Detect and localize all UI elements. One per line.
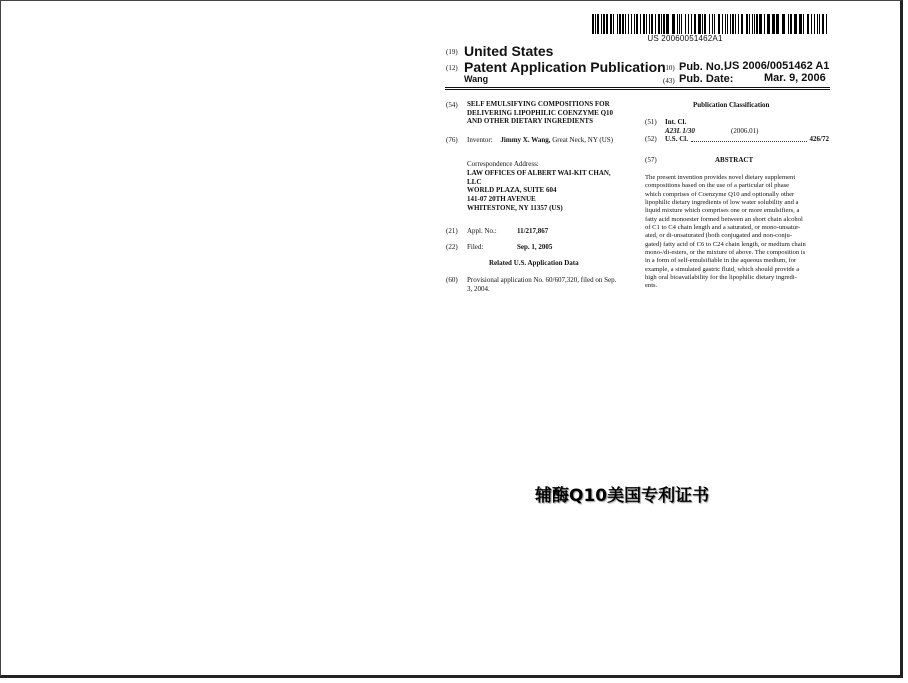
abstract-text <box>645 174 829 291</box>
barcode-bar <box>613 14 614 34</box>
barcode-bar <box>685 14 686 34</box>
barcode-bar <box>811 14 812 34</box>
inid-code-60: (60) <box>446 276 458 284</box>
barcode-image <box>592 14 829 34</box>
abstract-heading: ABSTRACT <box>715 156 754 164</box>
barcode-bar <box>663 14 665 34</box>
inid-code-52: (52) <box>645 135 657 143</box>
title-line: SELF EMULSIFYING COMPOSITIONS FOR <box>467 100 610 108</box>
intcl-year: (2006.01) <box>731 126 759 135</box>
appl-no-label: Appl. No.: <box>467 227 497 235</box>
barcode-bar <box>646 14 647 34</box>
barcode-bar <box>767 14 770 34</box>
barcode-bar <box>730 14 731 34</box>
inid-code-21: (21) <box>446 227 458 235</box>
abstract-line: gated) fatty acid of C6 to C24 chain length, or medium chain <box>645 240 806 248</box>
barcode-bar <box>814 14 815 34</box>
filed-date: Sep. 1, 2005 <box>517 243 553 251</box>
barcode-bar <box>610 14 612 34</box>
barcode-bar <box>735 14 736 34</box>
barcode-bar <box>691 14 692 34</box>
abstract-line: liquid mixture which comprises one or more emulsifiers, a <box>645 207 800 215</box>
inid-code-51: (51) <box>645 118 657 126</box>
barcode-bar <box>749 14 750 34</box>
address-line: LLC <box>467 177 482 186</box>
abstract-line: of C1 to C4 chain length and a saturated, or mono-unsatur- <box>645 224 801 232</box>
header-rule-2 <box>445 89 830 90</box>
barcode-bar <box>822 14 824 34</box>
inid-code-76: (76) <box>446 136 458 144</box>
barcode-bar <box>628 14 629 34</box>
barcode-bar <box>640 14 641 34</box>
inid-code-54: (54) <box>446 101 458 109</box>
barcode-bar <box>709 14 710 34</box>
barcode-bar <box>666 14 669 34</box>
barcode-bar <box>688 14 689 34</box>
barcode-bar <box>746 14 748 34</box>
abstract-line: compositions based on the use of a particular oil phase <box>645 182 790 190</box>
related-data-heading: Related U.S. Application Data <box>489 259 579 267</box>
uscl-label: U.S. Cl. <box>665 135 688 143</box>
barcode-bar <box>649 14 650 34</box>
inid-code-57: (57) <box>645 156 657 164</box>
provisional-line: Provisional application No. 60/607,320, filed on Sep. <box>467 276 617 284</box>
header-rule-1 <box>445 87 830 88</box>
abstract-line: The present invention provides novel dietary supplement <box>645 174 796 181</box>
barcode-bar <box>704 14 706 34</box>
intcl-code: A23L 1/30 <box>665 126 695 135</box>
barcode-number: US 20060051462A1 <box>647 34 723 43</box>
barcode-bar <box>595 14 596 34</box>
address-line: WHITESTONE, NY 11357 (US) <box>467 203 563 212</box>
barcode-bar <box>782 14 785 34</box>
barcode-bar <box>738 14 739 34</box>
provisional-application <box>467 276 616 294</box>
barcode-bar <box>694 14 696 34</box>
barcode-bar <box>661 14 662 34</box>
barcode-bar <box>622 14 624 34</box>
barcode-bar <box>603 14 605 34</box>
slide-caption: 辅酶Q10美国专利证书 <box>535 486 710 506</box>
barcode-bar <box>658 14 660 34</box>
barcode-bar <box>817 14 818 34</box>
barcode-bar <box>752 14 753 34</box>
abstract-line: high oral bioavailability for the lipophilic dietary ingredi- <box>645 274 797 282</box>
inid-code-19: (19) <box>446 48 458 56</box>
barcode-bar <box>759 14 762 34</box>
barcode-bar <box>725 14 726 34</box>
barcode-bar <box>714 14 715 34</box>
barcode-bar <box>619 14 621 34</box>
abstract-line: ents. <box>645 282 658 290</box>
pub-no: US 2006/0051462 A1 <box>724 60 830 72</box>
barcode-bar <box>819 14 820 34</box>
barcode-bar <box>772 14 775 34</box>
abstract-line: which comprises of Coenzyme Q10 and optionally other <box>645 190 795 198</box>
abstract-line: example, a simulated gastric fluid, which should provide a <box>645 265 800 273</box>
barcode-bar <box>601 14 602 34</box>
barcode-bar <box>764 14 765 34</box>
barcode-bar <box>790 14 792 34</box>
barcode-bar <box>655 14 656 34</box>
barcode-bar <box>741 14 743 34</box>
barcode-bar <box>722 14 723 34</box>
barcode-bar <box>698 14 701 34</box>
invention-title <box>467 100 613 126</box>
intcl-label: Int. Cl. <box>665 118 687 126</box>
barcode-bar <box>756 14 758 34</box>
barcode-bar <box>679 14 680 34</box>
barcode-bar <box>634 14 635 34</box>
country: United States <box>464 43 554 59</box>
address-line: 141-07 20TH AVENUE <box>467 195 536 204</box>
barcode-bar <box>794 14 797 34</box>
uscl-value: 426/72 <box>809 135 829 143</box>
filed-label: Filed: <box>467 243 484 251</box>
barcode-bar <box>754 14 755 34</box>
inid-code-22: (22) <box>446 243 458 251</box>
provisional-line: 3, 2004. <box>467 284 490 293</box>
publication-type: Patent Application Publication <box>464 59 666 75</box>
inid-code-12: (12) <box>446 64 458 72</box>
appl-no: 11/217,867 <box>517 227 549 235</box>
uscl-field <box>665 135 829 144</box>
barcode-bar <box>592 14 594 34</box>
inventor-surname: Wang <box>464 74 489 84</box>
barcode-bar <box>677 14 678 34</box>
pub-date-label: Pub. Date: <box>679 73 734 85</box>
inventor-location: Great Neck, NY (US) <box>552 136 613 144</box>
barcode-bar <box>799 14 802 34</box>
inventor-name: Jimmy X. Wang, <box>500 136 551 144</box>
barcode-bar <box>606 14 608 34</box>
barcode-bar <box>702 14 703 34</box>
inid-code-10: (10) <box>663 64 675 72</box>
barcode-bar <box>636 14 638 34</box>
inventor-field <box>467 136 613 145</box>
barcode-bar <box>807 14 809 34</box>
address-line: LAW OFFICES OF ALBERT WAI-KIT CHAN, <box>467 168 611 177</box>
abstract-line: in a form of self-emulsifiable in the aqueous medium, for <box>645 257 797 265</box>
title-line: AND OTHER DIETARY INGREDIENTS <box>467 117 593 126</box>
barcode-bar <box>776 14 779 34</box>
abstract-line: fatty acid monoester formed between an short chain alcohol <box>645 215 803 223</box>
correspondence-address <box>467 169 611 213</box>
barcode-bar <box>826 14 827 34</box>
barcode-bar <box>625 14 626 34</box>
inventor-label: Inventor: <box>467 136 493 144</box>
barcode-bar <box>631 14 632 34</box>
barcode-bar <box>643 14 645 34</box>
barcode-bar <box>803 14 804 34</box>
classification-heading: Publication Classification <box>693 101 770 109</box>
barcode-bar <box>788 14 789 34</box>
uscl-leader-dots <box>691 135 807 142</box>
title-line: DELIVERING LIPOPHILIC COENZYME Q10 <box>467 108 614 117</box>
barcode-bar <box>681 14 682 34</box>
barcode-bar <box>672 14 675 34</box>
barcode-bar <box>597 14 599 34</box>
barcode-bar <box>727 14 728 34</box>
pub-date: Mar. 9, 2006 <box>764 72 826 84</box>
correspondence-label: Correspondence Address: <box>467 160 539 168</box>
barcode-bar <box>718 14 720 34</box>
barcode-bar <box>732 14 734 34</box>
abstract-line: ated, or di-unsaturated (both conjugated and non-conju- <box>645 232 793 240</box>
inid-code-43: (43) <box>663 77 675 85</box>
abstract-line: mono-/di-esters, or the mixture of above. The composition is <box>645 249 806 257</box>
pub-no-label: Pub. No.: <box>679 61 728 73</box>
barcode-bar <box>617 14 618 34</box>
barcode-bar <box>651 14 653 34</box>
address-line: WORLD PLAZA, SUITE 604 <box>467 186 557 195</box>
barcode-bar <box>712 14 713 34</box>
abstract-line: lipophilic dietary ingredients of low water solubility and a <box>645 199 799 207</box>
